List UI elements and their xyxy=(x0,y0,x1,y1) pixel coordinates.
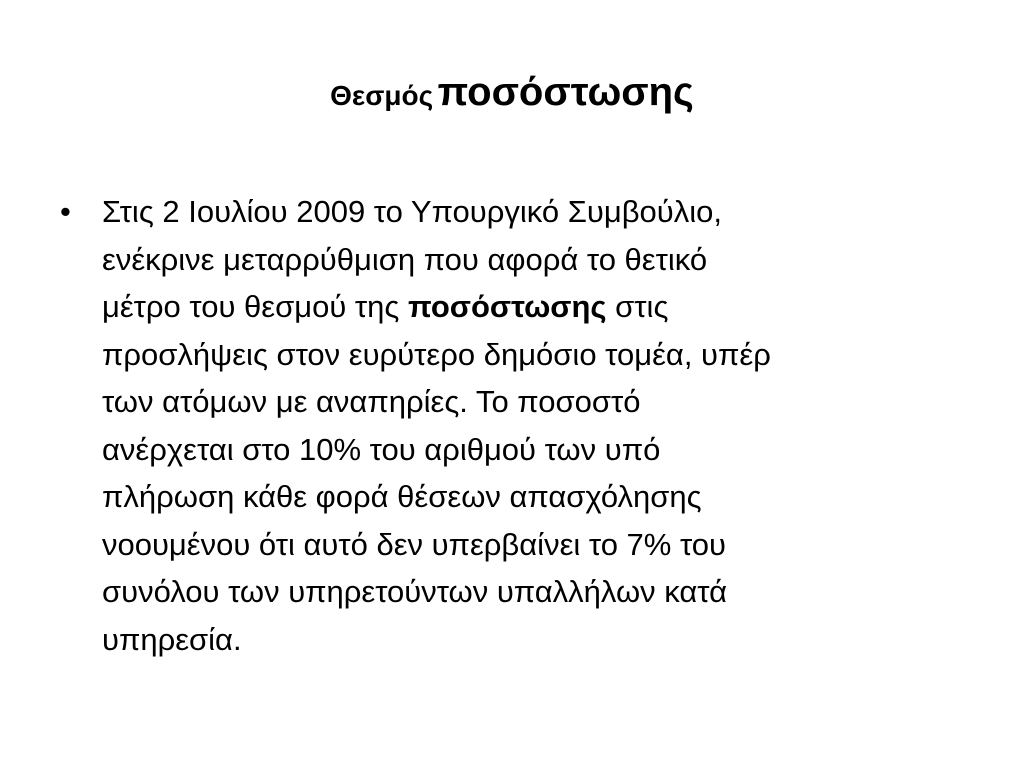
bullet-icon: • xyxy=(60,194,71,229)
bullet-line-6: ανέρχεται στο 10% του αριθμού των υπό xyxy=(102,431,661,467)
bullet-line-3-before: μέτρο του θεσμού της xyxy=(102,289,400,324)
title-word-1: Θεσμός xyxy=(330,80,434,111)
title-word-2: ποσόστωσης xyxy=(437,70,694,114)
bullet-line-5: των ατόμων με αναπηρίες. Το ποσοστό xyxy=(102,384,641,419)
bullet-line-2: ενέκρινε μεταρρύθμιση που αφορά το θετικό xyxy=(102,241,708,277)
slide-title xyxy=(0,68,1024,116)
bullet-line-4: προσλήψεις στον ευρύτερο δημόσιο τομέα, υπέρ xyxy=(102,336,771,372)
bullet-line-3-after: στις xyxy=(615,289,669,324)
bullet-list xyxy=(58,188,978,663)
bullet-line-7: πλήρωση κάθε φορά θέσεων απασχόλησης xyxy=(102,479,702,514)
bullet-line-10: υπηρεσία. xyxy=(102,621,242,657)
bullet-line-8: νοουμένου ότι αυτό δεν υπερβαίνει το 7% του xyxy=(102,526,726,562)
bullet-line-3 xyxy=(102,283,978,331)
bullet-line-9: συνόλου των υπηρετούντων υπαλλήλων κατά xyxy=(102,574,728,609)
bold-keyword: ποσόστωσης xyxy=(407,289,607,324)
bullet-item xyxy=(58,188,978,663)
bullet-line-1: Στις 2 Ιουλίου 2009 το Υπουργικό Συμβούλιο, xyxy=(102,194,722,229)
